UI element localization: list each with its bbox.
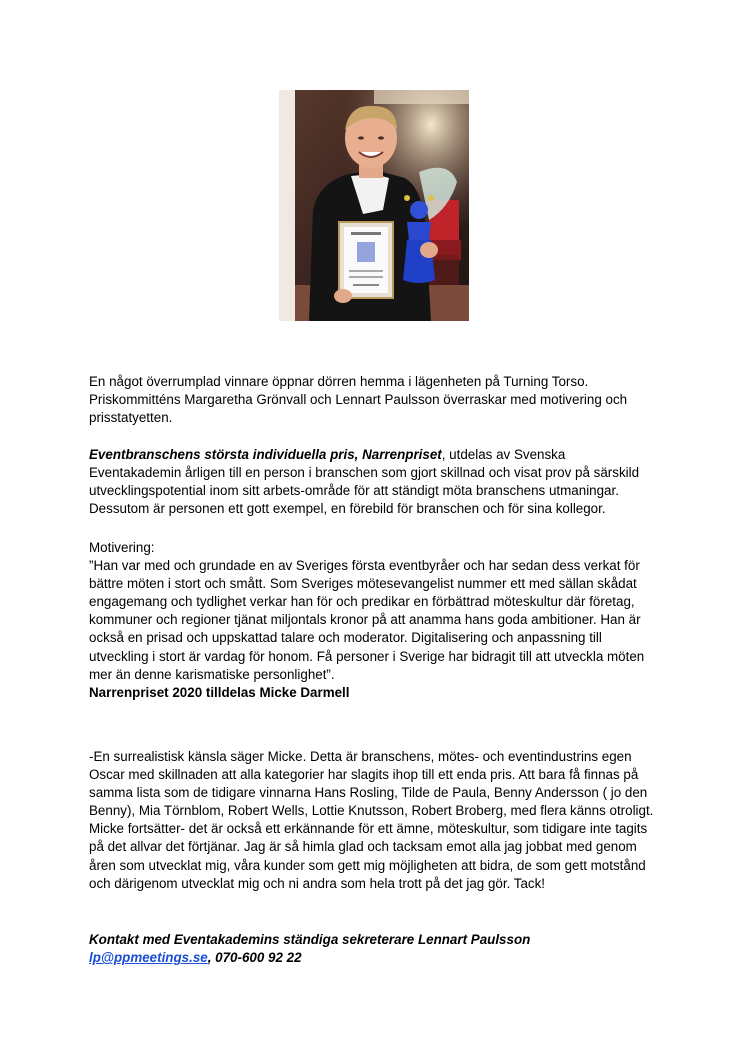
intro-paragraph <box>89 446 661 518</box>
intro-bold-italic: Eventbranschens största individuella pris, Narrenpriset <box>89 447 442 462</box>
photo-caption <box>89 373 661 427</box>
contact-email-link[interactable]: lp@ppmeetings.se <box>89 950 208 966</box>
contact-phone: , 070-600 92 22 <box>207 950 302 966</box>
contact-section <box>89 931 661 967</box>
quote-paragraph <box>89 748 661 893</box>
award-winner-photo <box>279 90 469 321</box>
quote-text: -En surrealistisk känsla säger Micke. Detta är branschens, mötes- och eventindustrins egen Oscar med skillnaden att alla kategorier har slagits ihop till ett enda pris. Att bara få finnas på samma lista som de tidigare vinnarna Hans Rosling, Tilde de Paula, Benny Andersson ( jo den Benny), Mia Törnblom, Robert Wells, Lottie Knutsson, Robert Broberg, med flera känns otroligt. Micke fortsätter- det är också ett erkännande för ett ämne, möteskultur, som tidigare inte tagits på det allvar det förtjänar. Jag är så himla glad och tacksam emot alla jag jobbat med genom åren som utvecklat mig, våra kunder som gett mig möjligheten att bidra, de som gett motstånd och därigenom utvecklat mig och ni andra som hela trott på det jag gör. Tack! <box>89 749 654 891</box>
award-announcement: Narrenpriset 2020 tilldelas Micke Darmell <box>89 684 350 700</box>
caption-text: En något överrumplad vinnare öppnar dörren hemma i lägenheten på Turning Torso. Priskommitténs Margaretha Grönvall och Lennart Paulsson överraskar med motivering och prisstatyetten. <box>89 374 628 426</box>
motivation-text: ”Han var med och grundade en av Sveriges första eventbyråer och har sedan dess verkat för bättre möten i stort och smått. Som Sveriges mötesevangelist nummer ett med sällan skådat engagemang och tydlighet verkar han för och predikar en förbättrad möteskultur där företag, kommuner och regioner tjänat miljontals kronor på att anamma hans goda ambitioner. Han är också en prisad och uppskattad talare och moderator. Digitalisering och anpassning till utveckling i stort är vardag för honom. Få personer i Sverige har bidragit till att utveckla möten mer än denne karismatiske personlighet”. <box>89 558 645 682</box>
motivation-section <box>89 539 661 702</box>
intro-rest: , utdelas av Svenska Eventakademin årligen till en person i branschen som gjort skillnad och visat prov på särskild utvecklingspotential inom sitt arbets-område för att ständigt möta branschens utmaningar. Dessutom är personen ett gott exempel, en förebild för branschen och för sina kollegor. <box>89 447 640 517</box>
motivation-heading: Motivering: <box>89 540 155 555</box>
contact-title: Kontakt med Eventakademins ständiga sekreterare Lennart Paulsson <box>89 932 531 947</box>
